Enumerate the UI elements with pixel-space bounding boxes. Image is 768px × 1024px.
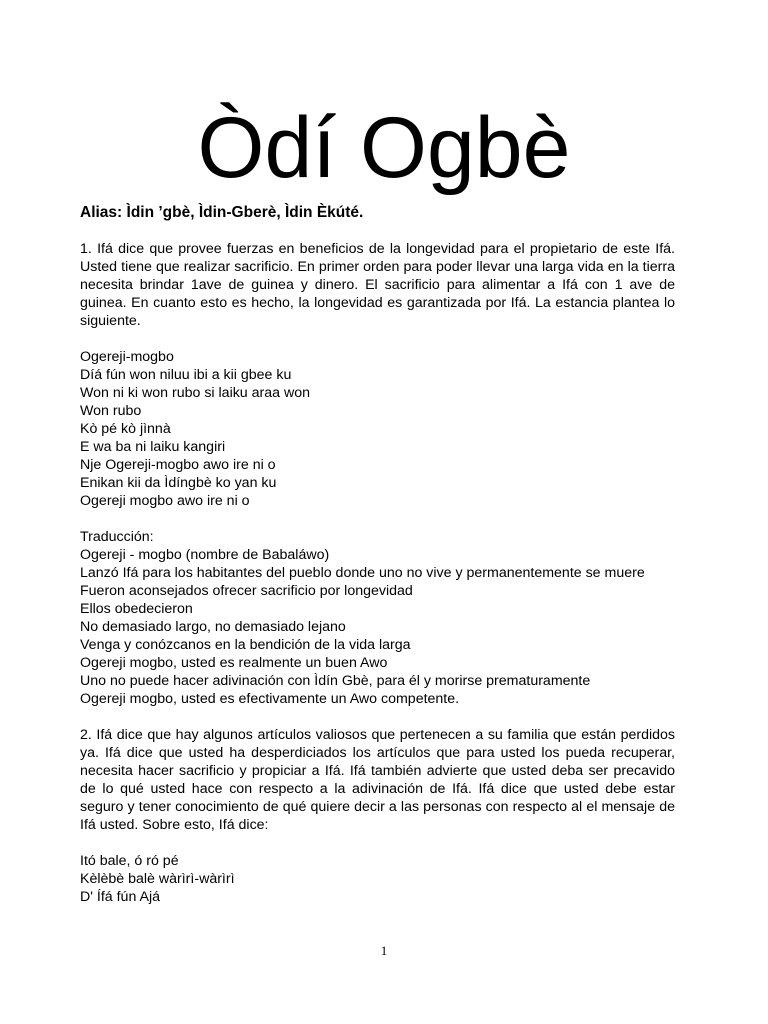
paragraph-gap xyxy=(80,708,675,726)
translation-line: Ellos obedecieron xyxy=(80,601,193,617)
alias-line: Alias: Ìdin ’gbè, Ìdin-Gberè, Ìdin Èkúté. xyxy=(80,204,364,221)
verse-line: Ogereji-mogbo xyxy=(80,349,174,365)
verse-2 xyxy=(80,852,675,906)
translation-section xyxy=(80,528,675,708)
translation-line: Uno no puede hacer adivinación con Ìdín Gbè, para él y morirse prematuramente xyxy=(80,673,591,689)
page-title: Òdí Ogbè xyxy=(197,100,571,196)
paragraph-gap xyxy=(80,834,675,852)
verse-line: Itó bale, ó ró pé xyxy=(80,853,179,869)
paragraph-gap xyxy=(80,510,675,528)
paragraph-1: 1. Ifá dice que provee fuerzas en beneficios de la longevidad para el propietario de este Ifá. Usted tiene que realizar sacrificio. En primer orden para poder llevar una larga vida en la tierra necesita brindar 1ave de guinea y dinero. El sacrificio para alimentar a Ifá con 1 ave de guinea. En cuanto esto es hecho, la longevidad es garantizada por Ifá. La estancia plantea lo siguiente. xyxy=(80,241,675,329)
verse-line: Nje Ogereji-mogbo awo ire ni o xyxy=(80,457,276,473)
verse-line: Won rubo xyxy=(80,403,142,419)
verse-1 xyxy=(80,348,675,510)
verse-line: Kèlèbè balè wàrìrì-wàrìrì xyxy=(80,871,235,887)
verse-line: Won ni ki won rubo si laiku araa won xyxy=(80,385,311,401)
verse-line: E wa ba ni laiku kangiri xyxy=(80,439,226,455)
translation-line: Lanzó Ifá para los habitantes del pueblo donde uno no vive y permanentemente se muere xyxy=(80,565,645,581)
paragraph-2: 2. Ifá dice que hay algunos artículos valiosos que pertenecen a su familia que están perdidos ya. Ifá dice que usted ha desperdiciados los artículos que para usted los pueda recuperar, necesita hacer sacrificio y propiciar a Ifá. Ifá también advierte que usted deba ser precavido de lo qué usted hace con respecto a la adivinación de Ifá. Ifá dice que usted debe estar seguro y tener conocimiento de qué quiere decir a las personas con respecto al el mensaje de Ifá usted. Sobre esto, Ifá dice: xyxy=(80,727,675,833)
verse-line: D' Ífá fún Ajá xyxy=(80,889,160,905)
paragraph-gap xyxy=(80,330,675,348)
translation-line: No demasiado largo, no demasiado lejano xyxy=(80,619,346,635)
translation-line: Fueron aconsejados ofrecer sacrificio por longevidad xyxy=(80,583,413,599)
verse-line: Díá fún won niluu ibi a kii gbee ku xyxy=(80,367,292,383)
verse-line: Ogereji mogbo awo ire ni o xyxy=(80,493,250,509)
translation-line: Ogereji mogbo, usted es efectivamente un Awo competente. xyxy=(80,691,460,707)
translation-line: Ogereji - mogbo (nombre de Babaláwo) xyxy=(80,547,330,563)
translation-line: Ogereji mogbo, usted es realmente un buen Awo xyxy=(80,655,388,671)
translation-heading: Traducción: xyxy=(80,529,154,545)
document-body xyxy=(80,240,675,906)
translation-line: Venga y conózcanos en la bendición de la vida larga xyxy=(80,637,411,653)
verse-line: Enikan kii da Ìdíngbè ko yan ku xyxy=(80,475,277,491)
verse-line: Kò pé kò jìnnà xyxy=(80,421,171,437)
page-number: 1 xyxy=(380,943,388,958)
